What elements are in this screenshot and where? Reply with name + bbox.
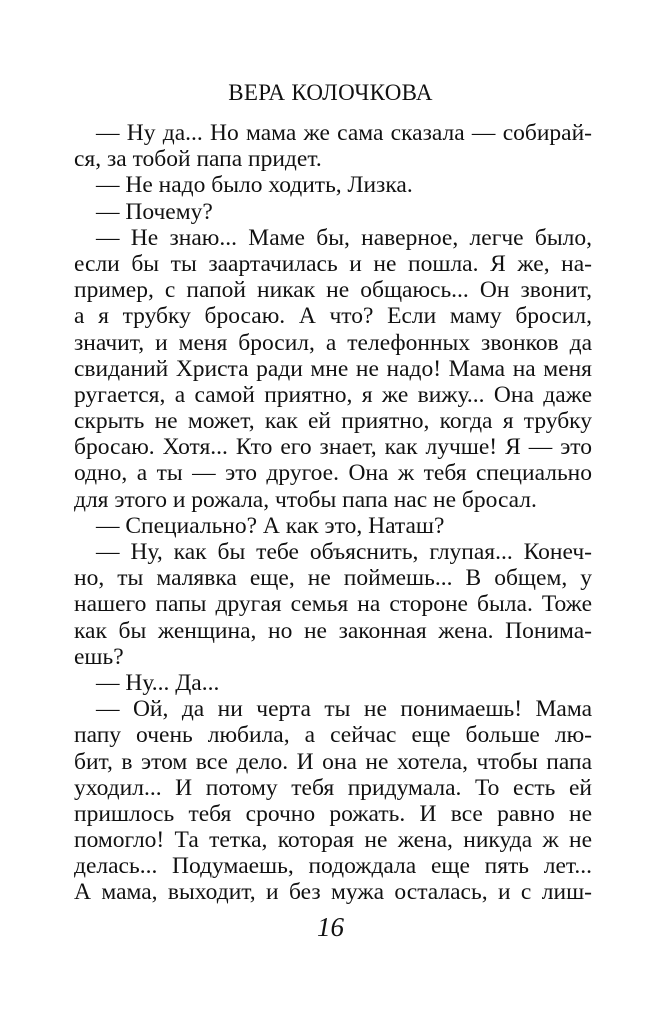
text-line: значит, и меня бросил, а телефонных звонков да [74, 329, 592, 356]
text-line: для этого и рожала, чтобы папа нас не бросал. [74, 486, 537, 513]
running-title: ВЕРА КОЛОЧКОВА [228, 80, 433, 105]
text-line: уходил... И потому тебя придумала. То есть ей [74, 774, 592, 801]
text-line: одно, а ты — это другое. Она ж тебя специально [74, 460, 592, 487]
text-line: скрыть не может, как ей приятно, когда я трубку [74, 408, 592, 435]
text-line: — Ой, да ни черта ты не понимаешь! Мама [96, 696, 592, 723]
text-line: помогло! Та тетка, которая не жена, никуда ж не [74, 827, 592, 854]
text-line: свиданий Христа ради мне не надо! Мама на меня [74, 355, 592, 382]
text-line: пришлось тебя срочно рожать. И все равно не [74, 800, 592, 827]
text-line: — Ну да... Но мама же сама сказала — собирай- [96, 120, 592, 146]
text-line: но, ты малявка еще, не поймешь... В общем, у [74, 565, 592, 592]
text-line: — Ну, как бы тебе объяснить, глупая... Конеч- [96, 539, 592, 565]
text-line: делась... Подумаешь, подождала еще пять лет... [74, 853, 592, 880]
text-line: бит, в этом все дело. И она не хотела, чтобы папа [74, 748, 592, 775]
page-number: 16 [317, 912, 344, 942]
text-line: как бы женщина, но не законная жена. Понима- [74, 617, 592, 644]
text-line: пример, с папой никак не общаюсь... Он звонит, [74, 277, 592, 304]
text-line: А мама, выходит, и без мужа осталась, и с лиш- [74, 879, 592, 906]
text-line: папу очень любила, а сейчас еще больше лю- [74, 722, 592, 749]
text-line: бросаю. Хотя... Кто его знает, как лучше! Я — это [74, 434, 592, 461]
text-line: — Не знаю... Маме бы, наверное, легче было, [96, 224, 592, 251]
text-line: ся, за тобой папа придет. [74, 146, 322, 173]
text-line: а я трубку бросаю. А что? Если маму бросил, [74, 303, 592, 330]
body-text [74, 120, 592, 906]
text-line: если бы ты заартачилась и не пошла. Я же, на- [74, 250, 592, 277]
text-line: ешь? [74, 643, 124, 670]
text-line: — Не надо было ходить, Лизка. [96, 172, 413, 199]
text-line: ругается, а самой приятно, я же вижу... Она даже [74, 381, 592, 408]
text-line: — Специально? А как это, Наташ? [96, 512, 445, 539]
text-line: нашего папы другая семья на стороне была. Тоже [74, 591, 592, 618]
text-line: — Ну... Да... [96, 669, 220, 696]
text-line: — Почему? [96, 198, 213, 225]
